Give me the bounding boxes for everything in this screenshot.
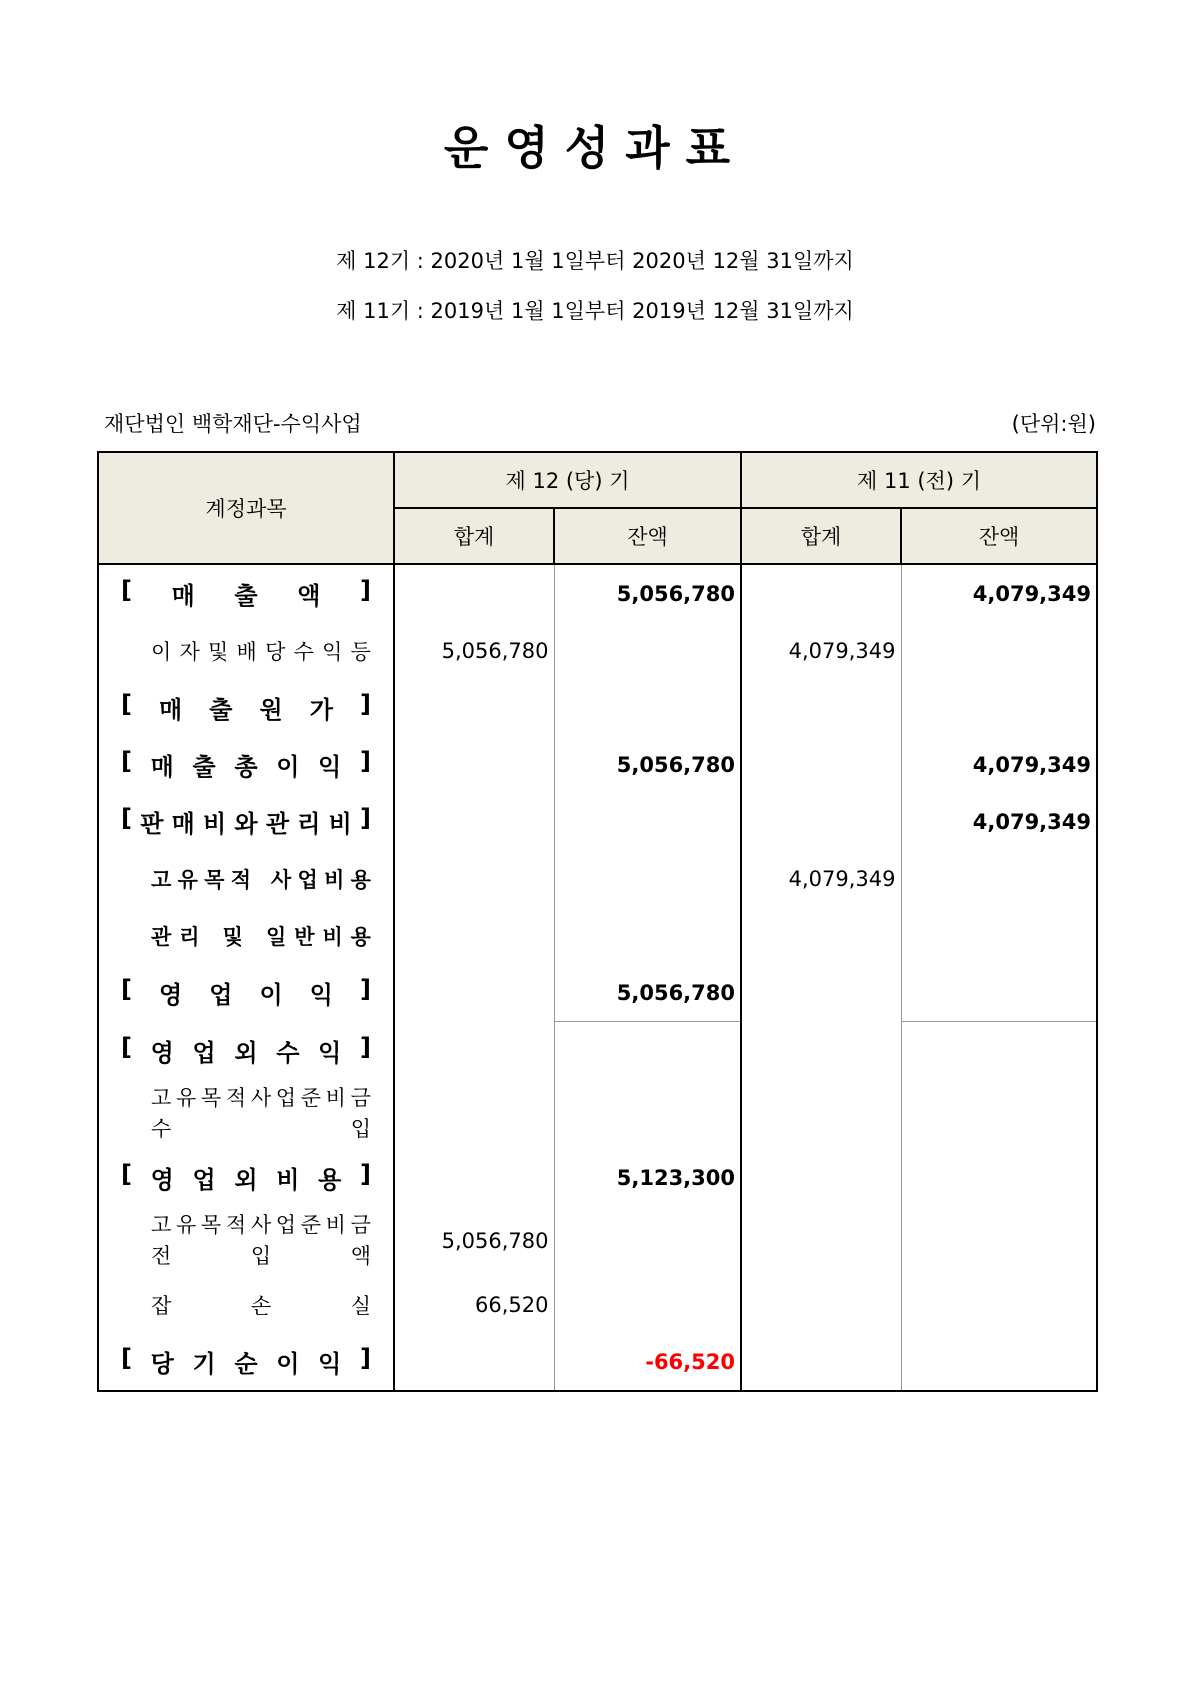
current-total-cell [394,1149,554,1206]
prior-total-cell [741,1276,901,1333]
section-label: [ 영 업 외 비 용 ] [121,1160,371,1194]
current-balance-cell [554,850,741,907]
prior-balance-cell [901,964,1097,1022]
current-total-cell [394,736,554,793]
header-current-balance: 잔액 [554,508,741,564]
prior-balance-cell [901,850,1097,907]
account-cell [98,1149,394,1206]
prior-total-cell [741,564,901,622]
current-balance-cell [554,793,741,850]
table-row [98,964,1097,1022]
account-cell [98,907,394,964]
sub-account-label: 이 자 및 배 당 수 익 등 [151,639,371,664]
unit-label: (단위:원) [1011,412,1096,436]
prior-balance-cell [901,1206,1097,1276]
operating-results-table [97,451,1098,1392]
current-balance-cell [554,1022,741,1080]
current-total-cell [394,564,554,622]
account-cell [98,1333,394,1391]
current-balance-cell [554,1206,741,1276]
prior-total-cell [741,736,901,793]
table-row [98,1276,1097,1333]
current-balance-cell: 5,056,780 [554,564,741,622]
current-balance-cell: 5,056,780 [554,964,741,1022]
net-income-current-balance: -66,520 [554,1333,741,1391]
account-cell [98,1206,394,1276]
account-cell [98,964,394,1022]
prior-balance-cell [901,1022,1097,1080]
table-row [98,1206,1097,1276]
header-prior-period: 제 11 (전) 기 [741,452,1097,508]
current-total-cell: 5,056,780 [394,1206,554,1276]
prior-total-cell [741,1079,901,1149]
section-label: [ 매 출 액 ] [121,576,371,610]
sub-account-label: 고 유 목 적 사 업 비 용 [151,867,371,892]
account-cell [98,679,394,736]
current-total-cell [394,1079,554,1149]
prior-balance-cell: 4,079,349 [901,564,1097,622]
prior-balance-cell [901,622,1097,679]
prior-balance-cell [901,907,1097,964]
prior-total-cell [741,907,901,964]
prior-total-cell: 4,079,349 [741,850,901,907]
sub-account-label: 잡 손 실 [151,1293,371,1318]
current-total-cell [394,1333,554,1391]
prior-balance-cell: 4,079,349 [901,793,1097,850]
section-label: [ 영 업 이 익 ] [121,975,371,1010]
current-total-cell [394,793,554,850]
section-label: [ 매 출 총 이 익 ] [121,747,371,781]
current-total-cell [394,850,554,907]
current-balance-cell [554,907,741,964]
entity-name: 재단법인 백학재단-수익사업 [104,412,362,436]
account-cell [98,1079,394,1149]
prior-total-cell [741,793,901,850]
prior-balance-cell [901,1276,1097,1333]
table-row [98,622,1097,679]
prior-total-cell [741,1149,901,1206]
current-balance-cell [554,679,741,736]
header-account: 계정과목 [98,452,394,564]
sub-account-label: 고 유 목 적 사 업 준 비 금 수 입 [151,1086,371,1141]
header-prior-balance: 잔액 [901,508,1097,564]
prior-balance-cell [901,679,1097,736]
header-current-total: 합계 [394,508,554,564]
table-row [98,679,1097,736]
document-title: 운영성과표 [443,121,747,175]
prior-total-cell [741,679,901,736]
current-total-cell: 66,520 [394,1276,554,1333]
prior-total-cell [741,1022,901,1080]
account-cell [98,1276,394,1333]
table-row [98,736,1097,793]
section-label: [ 영 업 외 수 익 ] [121,1032,371,1067]
current-total-cell [394,907,554,964]
prior-balance-cell [901,1149,1097,1206]
table-row [98,1149,1097,1206]
section-label: [ 판 매 비 와 관 리 비 ] [121,804,371,838]
sub-account-label: 관 리 및 일 반 비 용 [151,924,371,949]
period-prior: 제 11기 : 2019년 1월 1일부터 2019년 12월 31일까지 [336,299,854,323]
prior-balance-cell [901,1079,1097,1149]
table-row [98,850,1097,907]
table-row [98,907,1097,964]
section-label: [ 당 기 순 이 익 ] [121,1344,371,1378]
current-total-cell [394,964,554,1022]
header-prior-total: 합계 [741,508,901,564]
table-row [98,1022,1097,1080]
current-balance-cell: 5,056,780 [554,736,741,793]
table-row [98,1079,1097,1149]
current-total-cell [394,679,554,736]
prior-balance-cell [901,1333,1097,1391]
account-cell [98,793,394,850]
current-balance-cell [554,1079,741,1149]
prior-total-cell [741,1206,901,1276]
table-row [98,564,1097,622]
table-row [98,1333,1097,1391]
sub-account-label: 고 유 목 적 사 업 준 비 금 전 입 액 [151,1213,371,1268]
prior-balance-cell: 4,079,349 [901,736,1097,793]
prior-total-cell [741,964,901,1022]
account-cell [98,622,394,679]
account-cell [98,564,394,622]
current-balance-cell [554,1276,741,1333]
current-balance-cell [554,622,741,679]
current-balance-cell: 5,123,300 [554,1149,741,1206]
section-label: [ 매 출 원 가 ] [121,690,371,724]
prior-total-cell: 4,079,349 [741,622,901,679]
table-row [98,793,1097,850]
account-cell [98,850,394,907]
period-current: 제 12기 : 2020년 1월 1일부터 2020년 12월 31일까지 [336,249,854,273]
prior-total-cell [741,1333,901,1391]
current-total-cell: 5,056,780 [394,622,554,679]
account-cell [98,736,394,793]
account-cell [98,1022,394,1080]
header-current-period: 제 12 (당) 기 [394,452,741,508]
current-total-cell [394,1022,554,1080]
